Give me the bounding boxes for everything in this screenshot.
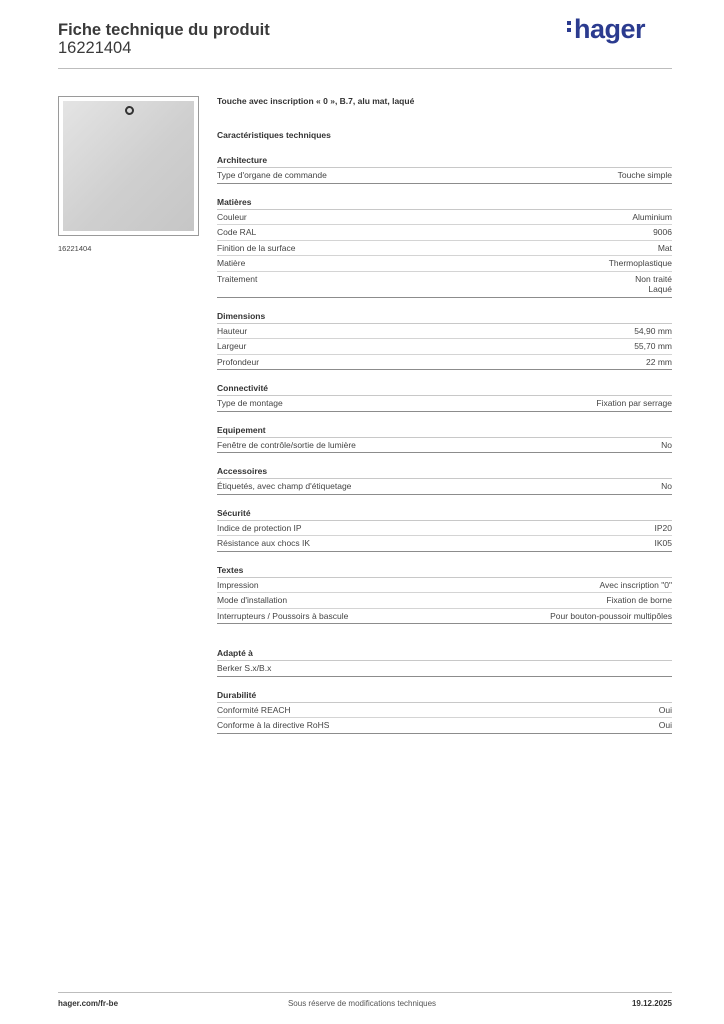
spec-section	[217, 648, 672, 677]
spec-value: Touche simple	[617, 170, 672, 180]
section-title: Matières	[217, 197, 672, 210]
spec-value: Oui	[658, 704, 672, 715]
spec-row	[217, 479, 672, 495]
spec-value: Oui	[658, 720, 672, 730]
spec-label: Résistance aux chocs IK	[217, 538, 311, 548]
image-caption: 16221404	[58, 244, 92, 253]
spec-label: Indice de protection IP	[217, 522, 302, 533]
spec-row	[217, 225, 672, 241]
section-title: Sécurité	[217, 508, 672, 521]
logo-text: hager	[574, 14, 646, 44]
spec-row	[217, 324, 672, 340]
spec-value: IP20	[654, 522, 672, 533]
footer-notice: Sous réserve de modifications techniques	[287, 999, 437, 1008]
spec-label: Fenêtre de contrôle/sortie de lumière	[217, 439, 356, 450]
product-image	[58, 96, 199, 236]
spec-label: Matière	[217, 258, 246, 268]
spec-row	[217, 256, 672, 272]
product-reference: 16221404	[58, 39, 132, 57]
section-title: Accessoires	[217, 466, 672, 479]
spec-section	[217, 383, 672, 412]
footer-date: 19.12.2025	[631, 999, 672, 1008]
spec-label: Couleur	[217, 211, 247, 222]
spec-value: No	[661, 481, 672, 491]
zero-inscription-icon	[125, 106, 134, 115]
spec-label: Conformité REACH	[217, 704, 291, 715]
spec-section	[217, 690, 672, 734]
spec-row	[217, 339, 672, 355]
switch-plate-image	[63, 101, 194, 231]
spec-row	[217, 536, 672, 552]
spec-row	[217, 438, 672, 454]
spec-section	[217, 466, 672, 495]
spec-value: Fixation de borne	[606, 595, 672, 605]
section-title: Equipement	[217, 425, 672, 438]
section-title: Adapté à	[217, 648, 672, 661]
spec-label: Traitement	[217, 273, 258, 284]
spec-label: Hauteur	[217, 325, 248, 336]
spec-value: 54,90 mm	[634, 325, 672, 336]
spec-row	[217, 272, 672, 298]
spec-row	[217, 661, 672, 677]
spec-row	[217, 578, 672, 594]
logo-dots-icon	[567, 18, 572, 35]
product-description: Touche avec inscription « 0 », B.7, alu mat, laqué	[217, 96, 415, 106]
spec-row	[217, 718, 672, 734]
spec-row	[217, 355, 672, 371]
section-title: Architecture	[217, 155, 672, 168]
spec-row	[217, 210, 672, 226]
spec-value: Mat	[657, 242, 672, 253]
spec-value: 22 mm	[646, 356, 672, 367]
spec-value: Fixation par serrage	[596, 398, 672, 408]
spec-value: 9006	[653, 227, 672, 237]
spec-row	[217, 609, 672, 625]
spec-row	[217, 168, 672, 184]
spec-row	[217, 241, 672, 257]
spec-label: Impression	[217, 579, 259, 590]
spec-sections	[217, 155, 672, 734]
spec-value: Pour bouton-poussoir multipôles	[550, 610, 672, 621]
section-title: Connectivité	[217, 383, 672, 396]
footer-divider	[58, 992, 672, 993]
header-divider	[58, 68, 672, 69]
section-title: Dimensions	[217, 311, 672, 324]
spec-section	[217, 425, 672, 454]
spec-value: Avec inscription "0"	[599, 579, 672, 590]
spec-section	[217, 508, 672, 552]
spec-row	[217, 521, 672, 537]
spec-section	[217, 155, 672, 184]
spec-value: Thermoplastique	[608, 258, 672, 268]
spec-value: No	[661, 439, 672, 450]
spec-label: Profondeur	[217, 356, 260, 367]
spec-label: Code RAL	[217, 227, 257, 237]
section-title: Durabilité	[217, 690, 672, 703]
spec-label: Conforme à la directive RoHS	[217, 720, 330, 730]
spec-label: Interrupteurs / Poussoirs à bascule	[217, 610, 349, 621]
spec-row	[217, 396, 672, 412]
spec-value: 55,70 mm	[634, 341, 672, 351]
spec-row	[217, 703, 672, 719]
section-title: Textes	[217, 565, 672, 578]
spec-section	[217, 565, 672, 625]
spec-value: IK05	[654, 538, 672, 548]
spec-section	[217, 197, 672, 298]
spec-label: Type d'organe de commande	[217, 170, 327, 180]
spec-row	[217, 593, 672, 609]
spec-label: Largeur	[217, 341, 247, 351]
spec-label: Étiquetés, avec champ d'étiquetage	[217, 481, 352, 491]
spec-content	[217, 95, 672, 734]
footer-website[interactable]: hager.com/fr-be	[58, 999, 119, 1008]
spec-label: Mode d'installation	[217, 595, 288, 605]
tech-specs-title: Caractéristiques techniques	[217, 130, 331, 140]
hager-logo	[567, 14, 645, 45]
spec-section	[217, 311, 672, 371]
spec-label: Type de montage	[217, 398, 283, 408]
page-title: Fiche technique du produit	[58, 21, 270, 39]
spec-value: Aluminium	[632, 211, 672, 222]
spec-value: Non traité Laqué	[635, 273, 672, 294]
spec-label: Berker S.x/B.x	[217, 663, 272, 673]
spec-label: Finition de la surface	[217, 242, 296, 253]
